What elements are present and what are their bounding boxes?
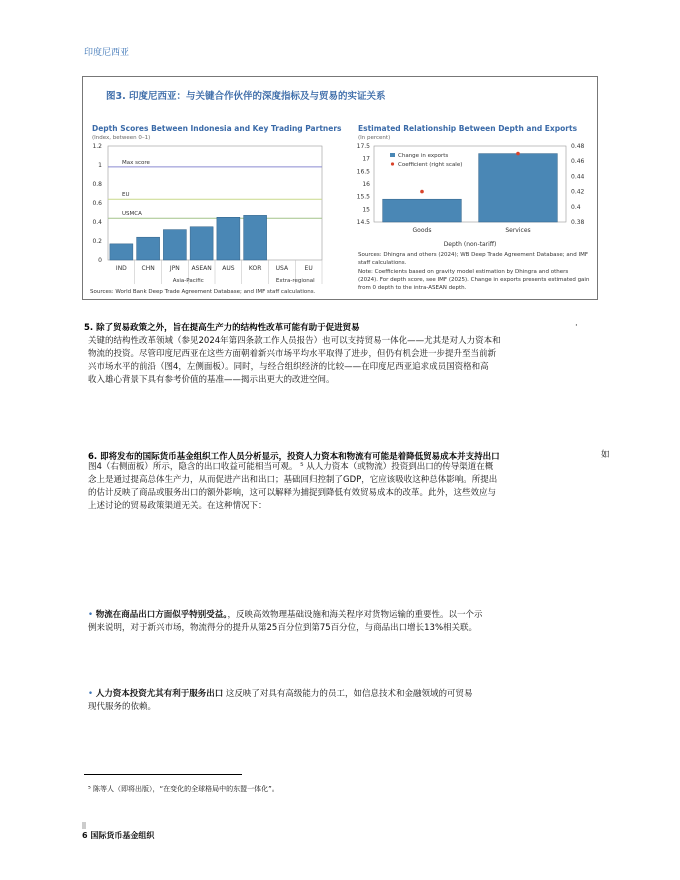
bullet-logistics-lead: 物流在商品出口方面似乎特别受益。 [95, 610, 228, 620]
right-chart-subtitle: (In percent) [358, 135, 391, 141]
y-tick-label: 0.2 [92, 238, 102, 245]
bullet-marker: • [88, 610, 94, 620]
x-tick-label: CHN [141, 265, 155, 272]
left-chart-subtitle: (Index, between 0–1) [92, 135, 151, 141]
bullet-logistics [88, 609, 483, 635]
section-5-marker: · [575, 321, 578, 331]
y-tick-label: 17 [362, 155, 370, 163]
section-6-line: 上述讨论的贸易政策渠道无关。在这种情况下： [88, 501, 267, 511]
right-exports-chart [354, 140, 594, 252]
section-6-line: 图4（右侧面板）所示，隐含的出口收益可能相当可观。 ⁵ 从人力资本（或物流）投资到出口的传导渠道在概 [88, 462, 494, 472]
depth-bar [163, 230, 186, 260]
y-tick-label: 16 [362, 181, 370, 188]
y-right-tick-label: 0.42 [571, 188, 585, 196]
x-tick-label: EU [304, 265, 313, 272]
right-chart-note: Note: Coefficients based on gravity model estimation by Dhingra and others (2024). For depth score, see IMF (2025). Change in exports presents estimated gain from 0 depth to the intra-ASEAN depth. [358, 269, 590, 291]
x-tick-label: ASEAN [191, 265, 212, 272]
footnote: ⁵ 陈等人（即将出版），“在变化的全球格局中的东盟一体化”。 [88, 785, 279, 793]
y-right-tick-label: 0.38 [571, 219, 585, 226]
left-chart-title: Depth Scores Between Indonesia and Key Trading Partners [92, 124, 342, 133]
page-footer: 6 国际货币基金组织 [82, 831, 155, 840]
footer-marker [82, 822, 86, 829]
y-tick-label: 15.5 [356, 193, 370, 201]
section-5-line: 收入雄心背景下具有参考价值的基准——揭示出更大的改进空间。 [88, 375, 335, 385]
section-6-line: 念上是通过提高总体生产力，从而促进产出和出口；基础回归控制了GDP，它应该吸收这种总体影响。所提出 [88, 475, 498, 485]
figure-title: 图3. 印度尼西亚：与关键合作伙伴的深度指标及与贸易的实证关系 [106, 91, 386, 102]
left-depth-chart [86, 140, 334, 290]
depth-bar [110, 244, 133, 260]
y-right-tick-label: 0.48 [571, 143, 585, 150]
footnote-divider [84, 774, 242, 775]
group-label: Asia-Pacific [172, 278, 204, 284]
legend-swatch-dot [391, 162, 394, 165]
section-5-heading: 5. 除了贸易政策之外，旨在提高生产力的结构性改革可能有助于促进贸易 [84, 323, 360, 333]
running-header: 印度尼西亚 [84, 48, 130, 58]
bullet-logistics-line: 例来说明，对于新兴市场，物流得分的提升从第25百分位到第75百分位，与商品出口增长13%相关联。 [88, 623, 478, 633]
x-tick-label: AUS [222, 265, 235, 272]
bullet-human-capital-line: 现代服务的依赖。 [88, 702, 157, 712]
y-tick-label: 16.5 [356, 168, 370, 176]
bullet-human-capital-lead: 人力资本投资尤其有利于服务出口 [95, 689, 224, 699]
depth-bar [137, 237, 160, 260]
y-tick-label: 1.2 [92, 143, 102, 150]
y-tick-label: 0.8 [92, 181, 102, 188]
coefficient-point [516, 152, 520, 156]
bullet-human-capital-line: 这反映了对具有高级能力的员工，如信息技术和金融领域的可贸易 [223, 689, 473, 699]
section-6-lead: 如 [601, 450, 610, 460]
x-tick-label: KOR [248, 265, 262, 272]
right-chart-sources: Sources: Dhingra and others (2024); WB Deep Trade Agreement Database; and IMF staff calculations. [358, 252, 588, 266]
group-label: Extra-regional [275, 278, 315, 284]
y-tick-label: 17.5 [356, 143, 370, 150]
legend-label: Coefficient (right scale) [398, 162, 463, 168]
y-tick-label: 15 [362, 206, 370, 214]
reference-line-label: EU [122, 192, 130, 199]
y-tick-label: 0 [98, 257, 102, 264]
section-5-line: 关键的结构性改革领域（参见2024年第四条款工作人员报告）也可以支持贸易一体化——尤其是对人力资本和 [88, 336, 501, 346]
x-tick-label: USA [275, 265, 289, 272]
x-tick-label: Services [505, 227, 531, 234]
bullet-human-capital [88, 688, 472, 714]
depth-bar [190, 227, 213, 260]
y-tick-label: 1 [98, 162, 102, 169]
bullet-marker: • [88, 689, 94, 699]
section-5-line: 物流的投资。尽管印度尼西亚在这些方面朝着新兴市场平均水平取得了进步，但仍有机会进一步提升至当前新 [88, 349, 497, 359]
bullet-logistics-line: ，反映高效物理基础设施和海关程序对货物运输的重要性。以一个示 [227, 610, 483, 620]
y-right-tick-label: 0.46 [571, 158, 585, 166]
right-chart-title: Estimated Relationship Between Depth and Exports [358, 124, 578, 133]
x-tick-label: Goods [412, 227, 432, 234]
exports-bar [479, 154, 558, 222]
legend-swatch-bar [390, 153, 395, 157]
section-6-heading: 6. 即将发布的国际货币基金组织工作人员分析显示，投资人力资本和物流有可能是着降低贸易成本并支持出口 [88, 452, 500, 462]
section-5-paragraph [88, 335, 501, 387]
coefficient-point [420, 190, 424, 194]
depth-bar [244, 215, 267, 260]
y-right-tick-label: 0.44 [571, 173, 585, 181]
x-tick-label: JPN [169, 265, 180, 272]
left-chart-source: Sources: World Bank Deep Trade Agreement Database; and IMF staff calculations. [90, 289, 316, 295]
x-tick-label: IND [115, 265, 127, 272]
section-5-line: 兴市场水平的前沿（图4，左侧面板）。同时，与经合组织经济的比较——在印度尼西亚追求成员国资格和高 [88, 362, 489, 372]
y-right-tick-label: 0.4 [571, 203, 581, 211]
section-6-paragraph [88, 461, 497, 513]
y-tick-label: 0.6 [92, 200, 102, 207]
legend-label: Change in exports [398, 153, 449, 159]
section-6-line: 的估计反映了商品或服务出口的额外影响，这可以解释为捕捉到降低有效贸易成本的改革。此外，这些效应与 [88, 488, 497, 498]
exports-bar [383, 199, 462, 222]
depth-bar [217, 217, 240, 260]
reference-line-label: USMCA [122, 211, 142, 218]
y-tick-label: 0.4 [92, 219, 102, 226]
x-axis-label: Depth (non-tariff) [443, 241, 497, 248]
reference-line-label: Max score [122, 159, 150, 166]
y-tick-label: 14.5 [356, 219, 370, 226]
